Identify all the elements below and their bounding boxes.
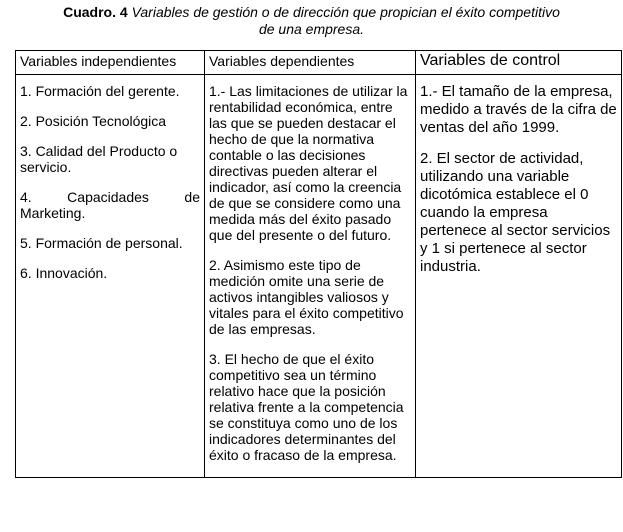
list-item: 1.- Las limitaciones de utilizar la rentabilidad económica, entre las que se pueden destacar el hecho de que la normativa contable o las decisiones directivas pueden alterar el indicador, así como la creencia de que se considere como una medida más del éxito pasado que del presente o del futuro. — [209, 83, 408, 243]
caption-title: Variables de gestión o de dirección que propician el éxito competitivo — [131, 4, 560, 20]
list-item: 2. Asimismo este tipo de medición omite una serie de activos intangibles valiosos y vitales para el éxito competitivo de las empresas. — [209, 257, 404, 337]
list-item: 1.- El tamaño de la empresa, medido a través de la cifra de ventas del año 1999. — [420, 83, 617, 136]
header-dependientes: Variables dependientes — [205, 51, 416, 75]
list-item: 6. Innovación. — [20, 265, 108, 281]
control-list — [420, 83, 617, 276]
list-item: 5. Formación de personal. — [20, 235, 183, 251]
caption-label: Cuadro. 4 — [63, 4, 128, 20]
cell-dependientes — [205, 75, 416, 478]
list-item: 2. Posición Tecnológica — [20, 113, 167, 129]
header-control: Variables de control — [416, 51, 622, 75]
caption-title-line-2: de una empresa. — [258, 21, 365, 37]
table-header-row — [16, 51, 622, 75]
table-caption — [0, 4, 623, 38]
list-item: 4. Capacidades de Marketing. — [20, 189, 200, 221]
list-item: 2. El sector de actividad, utilizando una variable dicotómica establece el 0 cuando la empresa pertenece al sector servicios y 1 si pertenece al sector industria. — [420, 150, 611, 275]
dependientes-list — [209, 83, 411, 463]
list-item: 3. Calidad del Producto o servicio. — [20, 143, 178, 175]
table-body-row — [16, 75, 622, 478]
caption-line-1 — [0, 4, 623, 21]
independientes-list — [20, 83, 200, 281]
list-item: 1. Formación del gerente. — [20, 83, 180, 99]
list-item: 3. El hecho de que el éxito competitivo sea un término relativo hace que la posición relativa frente a la competencia se constituya como uno de los indicadores determinantes del éxito o fracaso de la empresa. — [209, 351, 404, 463]
cell-control — [416, 75, 622, 478]
variables-table — [15, 50, 622, 478]
header-independientes: Variables independientes — [16, 51, 205, 75]
cell-independientes — [16, 75, 205, 478]
